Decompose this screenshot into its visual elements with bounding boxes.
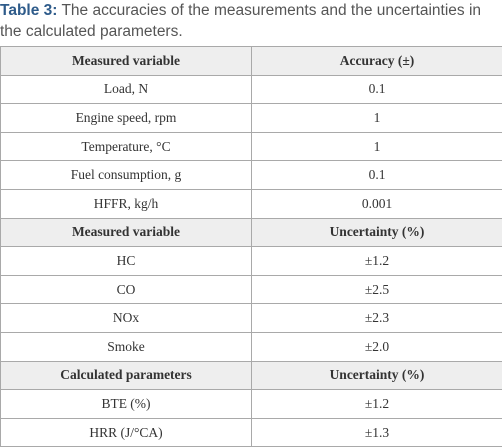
table-row xyxy=(1,390,502,419)
caption-line-1 xyxy=(0,0,502,21)
value-cell: ±2.0 xyxy=(252,332,502,361)
table-row xyxy=(1,275,502,304)
table-row xyxy=(1,75,502,104)
value-cell: 1 xyxy=(252,104,502,133)
variable-cell: Engine speed, rpm xyxy=(1,104,252,133)
table-caption xyxy=(0,0,502,42)
value-cell: ±1.2 xyxy=(252,247,502,276)
variable-cell: Fuel consumption, g xyxy=(1,161,252,190)
section-header-cell: Calculated parameters xyxy=(1,361,252,390)
variable-cell: HFFR, kg/h xyxy=(1,189,252,218)
value-cell: ±2.3 xyxy=(252,304,502,333)
caption-text-1: The accuracies of the measurements and the uncertainties in xyxy=(57,2,481,19)
variable-cell: Smoke xyxy=(1,332,252,361)
variable-cell: CO xyxy=(1,275,252,304)
value-cell: ±1.3 xyxy=(252,418,502,447)
section-header-cell: Measured variable xyxy=(1,218,252,247)
table-row xyxy=(1,247,502,276)
value-cell: ±1.2 xyxy=(252,390,502,419)
section-header-row xyxy=(1,47,502,76)
table-row xyxy=(1,132,502,161)
variable-cell: HRR (J/°CA) xyxy=(1,418,252,447)
measurement-table xyxy=(0,46,502,447)
value-cell: ±2.5 xyxy=(252,275,502,304)
section-header-cell: Uncertainty (%) xyxy=(252,218,502,247)
variable-cell: NOx xyxy=(1,304,252,333)
variable-cell: Load, N xyxy=(1,75,252,104)
section-header-cell: Accuracy (±) xyxy=(252,47,502,76)
table-row xyxy=(1,104,502,133)
table-row xyxy=(1,332,502,361)
caption-label: Table 3: xyxy=(0,2,57,19)
variable-cell: Temperature, °C xyxy=(1,132,252,161)
table-row xyxy=(1,161,502,190)
caption-line-2: the calculated parameters. xyxy=(0,21,502,42)
value-cell: 0.1 xyxy=(252,75,502,104)
section-header-row xyxy=(1,218,502,247)
value-cell: 0.001 xyxy=(252,189,502,218)
value-cell: 0.1 xyxy=(252,161,502,190)
variable-cell: BTE (%) xyxy=(1,390,252,419)
table-row xyxy=(1,189,502,218)
table-row xyxy=(1,304,502,333)
section-header-cell: Measured variable xyxy=(1,47,252,76)
variable-cell: HC xyxy=(1,247,252,276)
value-cell: 1 xyxy=(252,132,502,161)
section-header-row xyxy=(1,361,502,390)
section-header-cell: Uncertainty (%) xyxy=(252,361,502,390)
